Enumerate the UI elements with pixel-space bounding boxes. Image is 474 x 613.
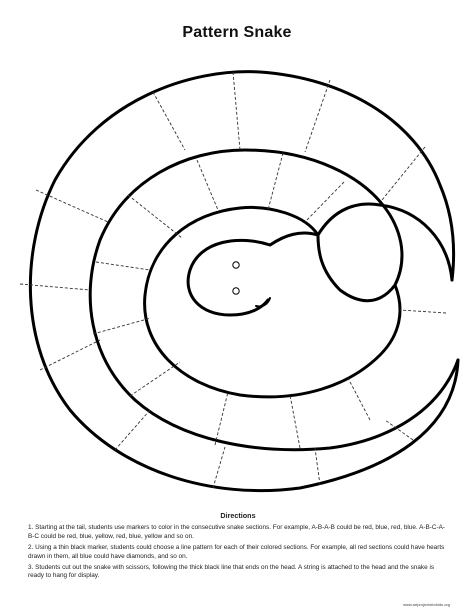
snake-inner-edge xyxy=(145,207,400,396)
footer-url: www.artprojectsforkids.org xyxy=(403,602,450,607)
snake-section-dividers-inner xyxy=(93,153,370,448)
snake-section-dividers-outer xyxy=(20,72,446,488)
direction-step-2: 2. Using a thin black marker, students could choose a line pattern for each of their colored sections. For example, all red sections could have hearts drawn in them, all blue could have diamonds, and so on. xyxy=(28,544,445,560)
page-title: Pattern Snake xyxy=(182,24,292,41)
directions-section xyxy=(28,512,448,584)
snake-eye-right xyxy=(233,288,239,294)
snake-middle-edge xyxy=(90,150,458,450)
directions-heading: Directions xyxy=(220,511,256,520)
direction-step-1: 1. Starting at the tail, students use markers to color in the consecutive snake sections. For example, A-B-A-B could be red, blue, red, blue. A-B-C-A-B-C could be red, blue, yellow, red, blue, yellow and so on. xyxy=(28,524,446,540)
snake-tail-edge xyxy=(318,204,452,280)
snake-outer-edge xyxy=(30,72,458,491)
snake-eye-left xyxy=(233,262,239,268)
direction-step-3: 3. Students cut out the snake with scissors, following the thick black line that ends on the head. A string is attached to the head and the snake is ready to hang for display. xyxy=(28,564,435,580)
snake-head-outline xyxy=(188,233,318,315)
snake-smile xyxy=(256,298,270,307)
